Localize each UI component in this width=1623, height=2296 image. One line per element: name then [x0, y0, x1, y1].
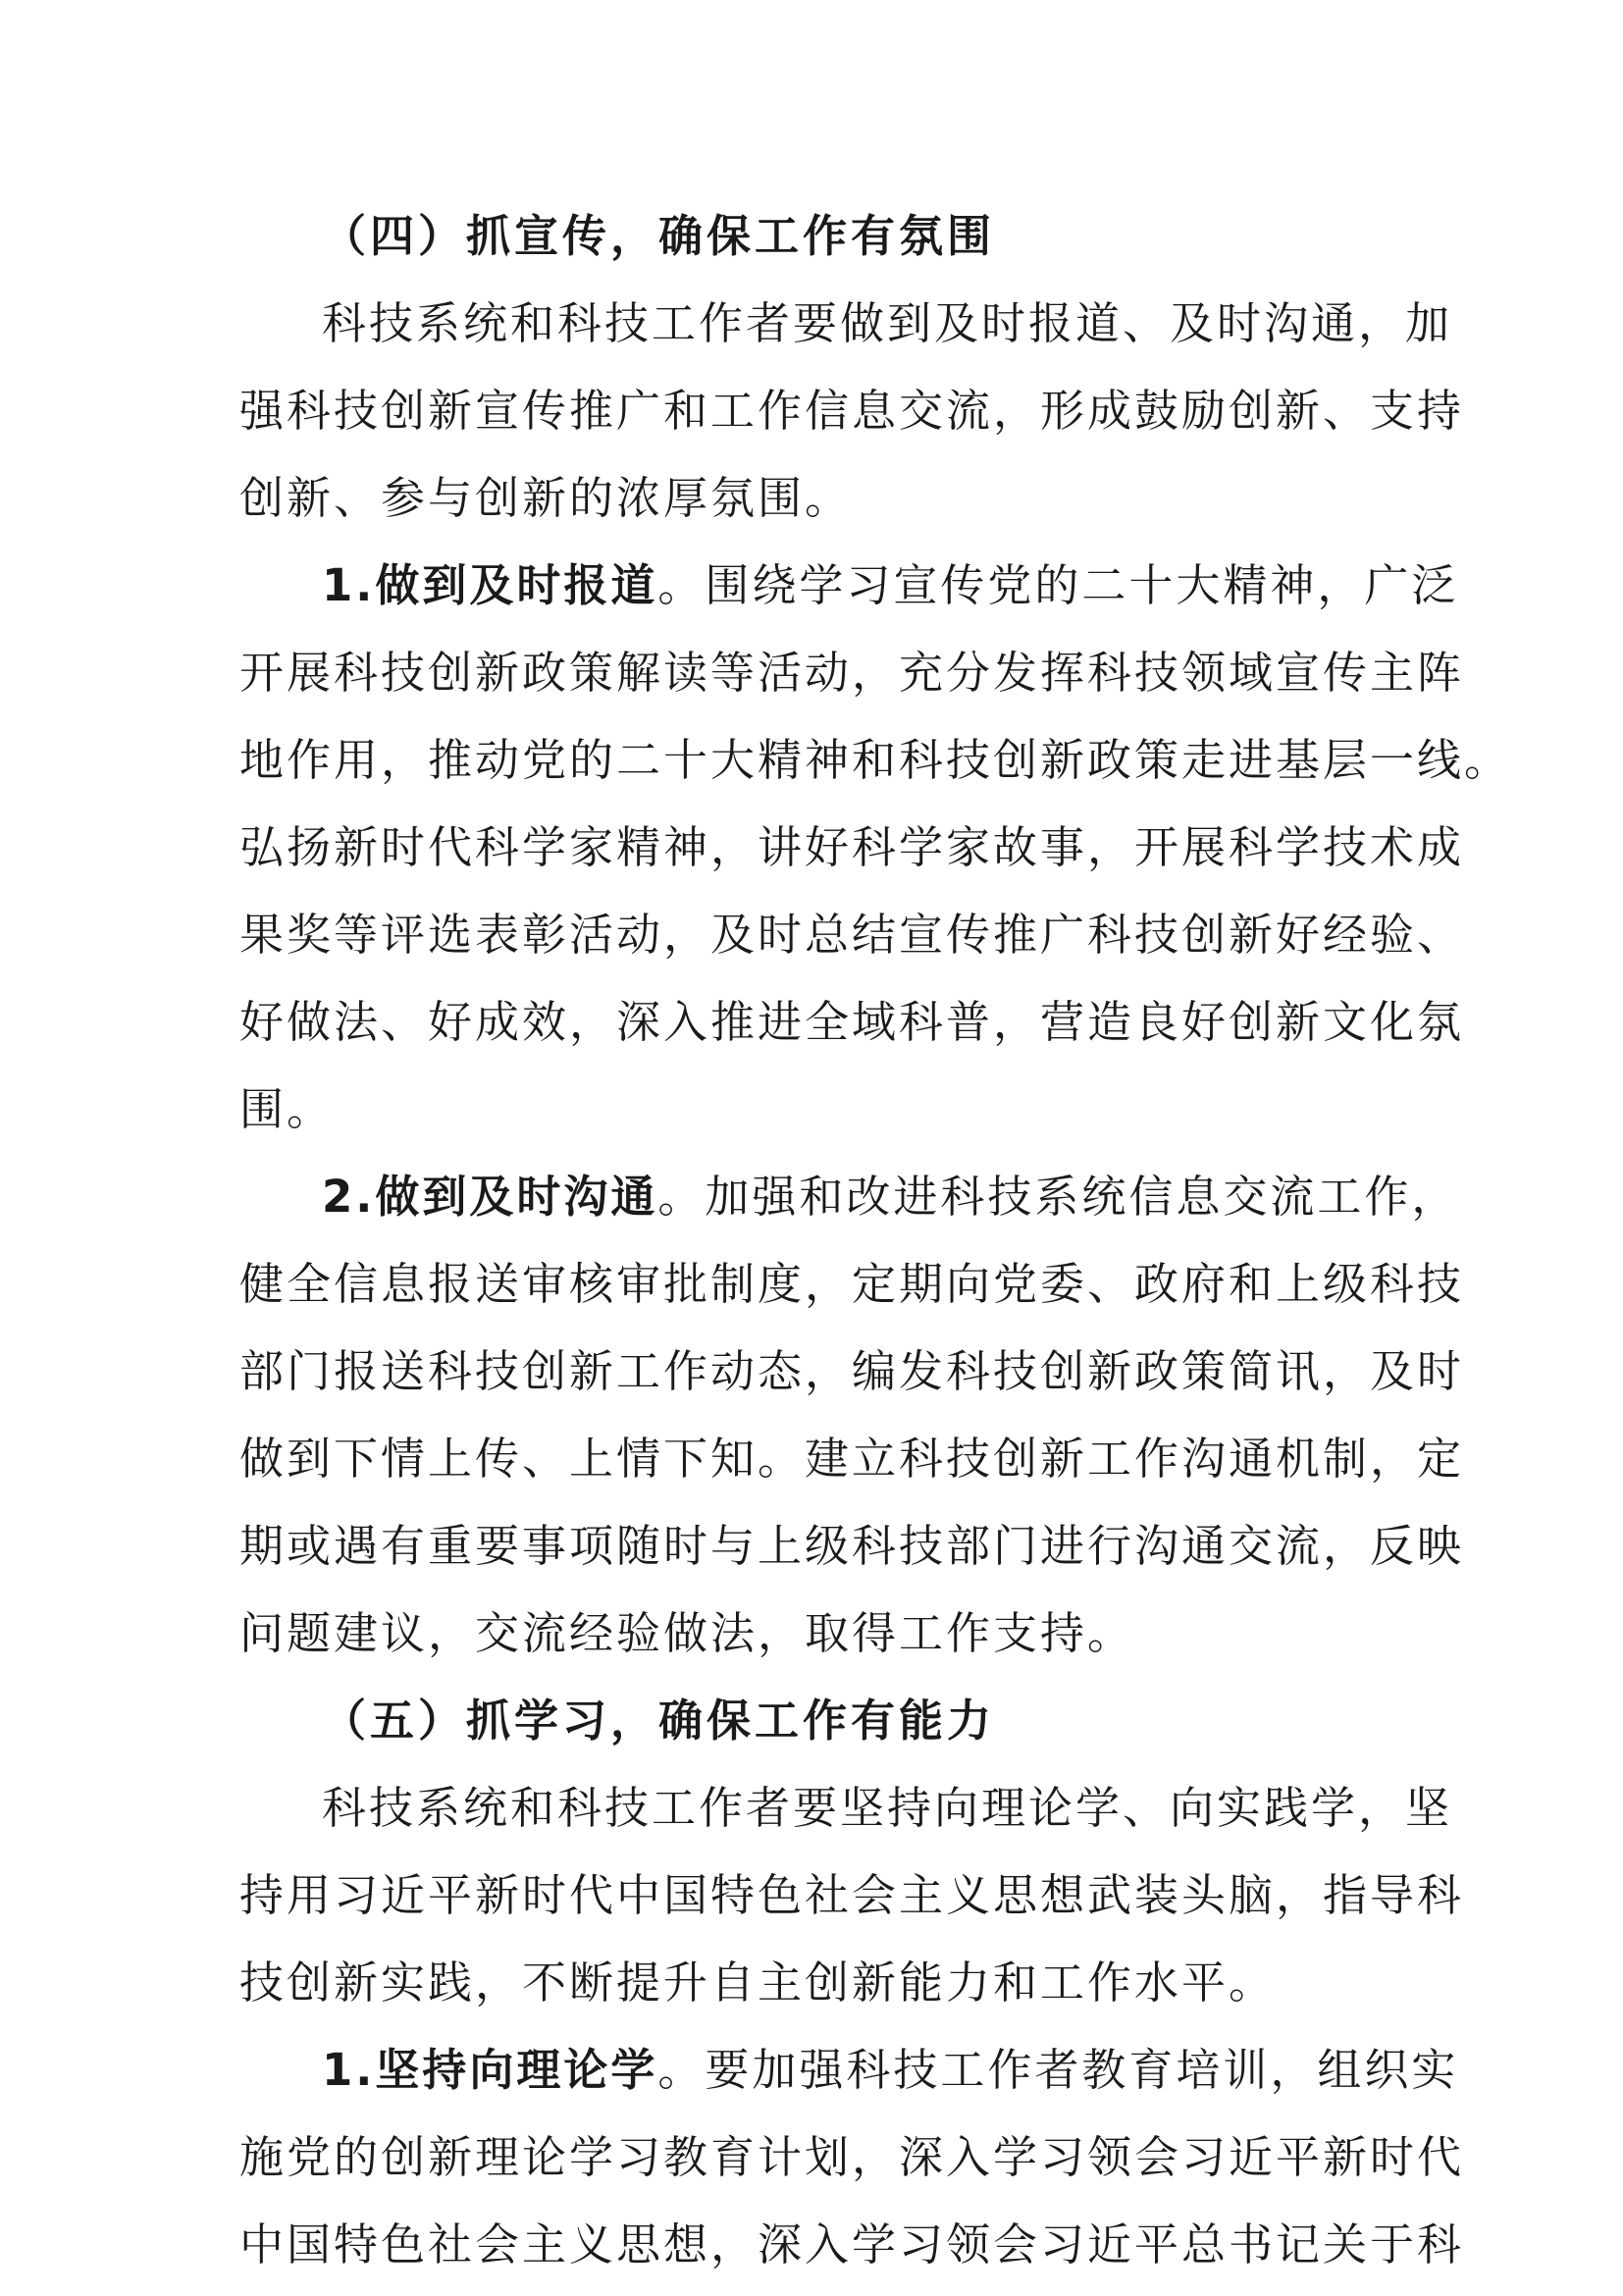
paragraph-line: 持用习近平新时代中国特色社会主义思想武装头脑，指导科 [239, 1869, 1465, 1921]
item-lead: 1.做到及时报道 [322, 559, 658, 611]
paragraph-line: 果奖等评选表彰活动，及时总结宣传推广科技创新好经验、 [239, 909, 1465, 961]
document-page [239, 192, 1512, 2288]
paragraph-line: 弘扬新时代科学家精神，讲好科学家故事，开展科学技术成 [239, 821, 1465, 873]
paragraph-line: 创新、参与创新的浓厚氛围。 [239, 472, 853, 524]
paragraph-line: 开展科技创新政策解读等活动，充分发挥科技领域宣传主阵 [239, 647, 1465, 699]
paragraph-line: 问题建议，交流经验做法，取得工作支持。 [239, 1607, 1135, 1659]
item-first-line [239, 542, 1459, 629]
item-first-line [239, 2026, 1459, 2113]
paragraph-line: 围。 [239, 1083, 335, 1135]
paragraph-line: 做到下情上传、上情下知。建立科技创新工作沟通机制，定 [239, 1433, 1465, 1485]
paragraph-line: 施党的创新理论学习教育计划，深入学习领会习近平新时代 [239, 2131, 1465, 2183]
item-text: 。围绕学习宣传党的二十大精神，广泛 [657, 559, 1459, 611]
paragraph-line: 部门报送科技创新工作动态，编发科技创新政策简讯，及时 [239, 1345, 1465, 1397]
paragraph-line: 中国特色社会主义思想，深入学习领会习近平总书记关于科 [239, 2218, 1465, 2270]
item-first-line [239, 1153, 1459, 1240]
paragraph-line: 强科技创新宣传推广和工作信息交流，形成鼓励创新、支持 [239, 385, 1465, 437]
item-text: 。要加强科技工作者教育培训，组织实 [657, 2044, 1459, 2096]
paragraph-line: 科技系统和科技工作者要做到及时报道、及时沟通，加 [322, 297, 1453, 349]
paragraph-line: 期或遇有重要事项随时与上级科技部门进行沟通交流，反映 [239, 1520, 1465, 1572]
paragraph-line: 地作用，推动党的二十大精神和科技创新政策走进基层一线。 [239, 734, 1512, 786]
item-lead: 1.坚持向理论学 [322, 2044, 658, 2096]
item-text: 。加强和改进科技系统信息交流工作， [657, 1171, 1459, 1223]
item-lead: 2.做到及时沟通 [322, 1171, 658, 1223]
paragraph-line: 科技系统和科技工作者要坚持向理论学、向实践学，坚 [322, 1782, 1453, 1834]
section-heading: （五）抓学习，确保工作有能力 [322, 1695, 996, 1747]
section-heading: （四）抓宣传，确保工作有氛围 [322, 210, 996, 262]
paragraph-line: 技创新实践，不断提升自主创新能力和工作水平。 [239, 1957, 1277, 2009]
paragraph-line: 健全信息报送审核审批制度，定期向党委、政府和上级科技 [239, 1258, 1465, 1310]
paragraph-line: 好做法、好成效，深入推进全域科普，营造良好创新文化氛 [239, 996, 1465, 1048]
